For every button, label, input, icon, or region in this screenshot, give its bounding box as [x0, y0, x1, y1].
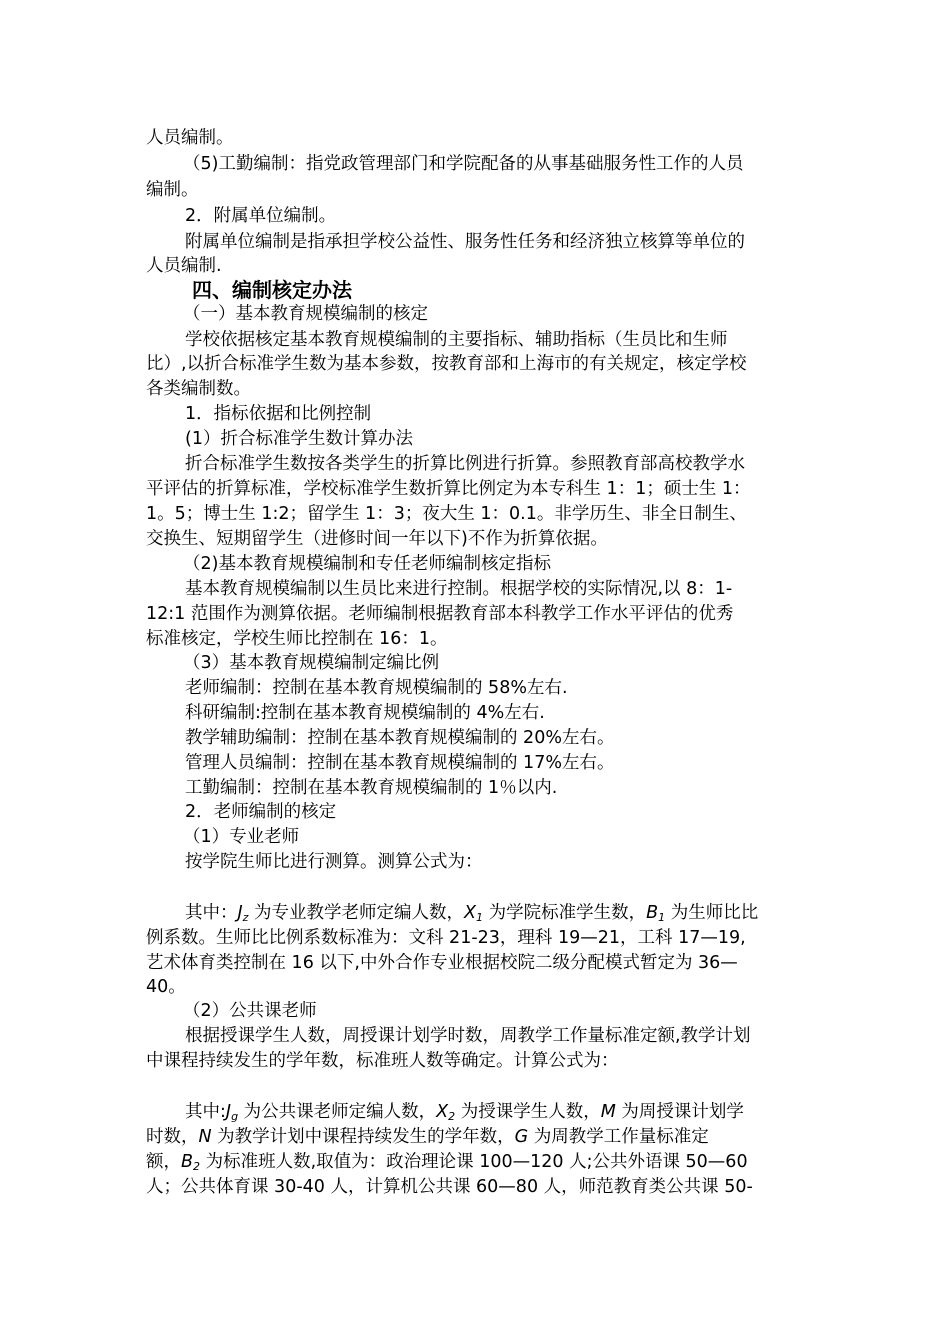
text-line: 科研编制:控制在基本教育规模编制的 4%左右. [185, 703, 545, 723]
math-subscript: z [242, 911, 249, 924]
text-line: 附属单位编制是指承担学校公益性、服务性任务和经济独立核算等单位的 [185, 232, 745, 252]
text-line [146, 1125, 709, 1149]
math-subscript: 1 [658, 911, 666, 924]
text-run: 为标准班人数,取值为：政治理论课 100—120 人;公共外语课 50—60 [205, 1152, 748, 1172]
math-variable: M [600, 1102, 616, 1122]
text-line: 学校依据核定基本教育规模编制的主要指标、辅助指标（生员比和生师 [185, 330, 728, 350]
text-run: 额， [146, 1152, 181, 1172]
text-line: 标准核定，学校生师比控制在 16：1。 [146, 629, 448, 649]
math-variable: G [514, 1127, 529, 1147]
text-line: 1．指标依据和比例控制 [185, 404, 372, 424]
text-line: 例系数。生师比比例系数标准为：文科 21-23，理科 19—21，工科 17—19, [146, 928, 746, 948]
text-line: 2．老师编制的核定 [185, 802, 337, 822]
text-line: 基本教育规模编制以生员比来进行控制。根据学校的实际情况,以 8：1- [185, 579, 733, 599]
text-run: 为专业教学老师定编人数， [254, 903, 465, 923]
subsection-heading: （一）基本教育规模编制的核定 [183, 304, 428, 324]
section-heading: 四、编制核定办法 [192, 278, 352, 302]
text-line: （2）公共课老师 [183, 1001, 317, 1021]
text-line: （5)工勤编制：指党政管理部门和学院配备的从事基础服务性工作的人员 [183, 154, 744, 174]
text-line: 平评估的折算标准，学校标准学生数折算比例定为本专科生 1：1；硕士生 1： [146, 479, 751, 499]
text-line: 工勤编制：控制在基本教育规模编制的 1％以内. [185, 778, 558, 798]
text-line: 折合标准学生数按各类学生的折算比例进行折算。参照教育部高校教学水 [185, 454, 745, 474]
math-subscript: 1 [476, 911, 484, 924]
text-line: 中课程持续发生的学年数，标准班人数等确定。计算公式为： [146, 1051, 619, 1071]
text-line: 编制。 [146, 180, 199, 200]
math-variable: N [198, 1127, 212, 1147]
math-variable: X [436, 1102, 449, 1122]
text-run: 为生师比比 [670, 903, 759, 923]
text-line: 人员编制。 [146, 128, 234, 148]
text-line: 老师编制：控制在基本教育规模编制的 58%左右. [185, 678, 568, 698]
text-line: （3）基本教育规模编制定编比例 [183, 653, 440, 673]
math-variable: J [225, 1102, 232, 1122]
text-line: （2)基本教育规模编制和专任老师编制核定指标 [183, 554, 551, 574]
text-run: 为学院标准学生数， [488, 903, 647, 923]
text-run: 为授课学生人数， [460, 1102, 601, 1122]
text-run: 为周教学工作量标准定 [533, 1127, 709, 1147]
text-line [185, 901, 758, 925]
text-line: 人；公共体育课 30-40 人，计算机公共课 60—80 人，师范教育类公共课 50- [146, 1177, 753, 1197]
text-line: （1）专业老师 [183, 827, 300, 847]
math-subscript: 2 [448, 1110, 456, 1123]
math-variable: J [237, 903, 243, 923]
text-line: (1）折合标准学生数计算办法 [185, 429, 413, 449]
text-run: 为教学计划中课程持续发生的学年数， [217, 1127, 515, 1147]
text-line: 比）,以折合标准学生数为基本参数，按教育部和上海市的有关规定，核定学校 [146, 354, 747, 374]
text-line: 交换生、短期留学生（进修时间一年以下)不作为折算依据。 [146, 529, 608, 549]
text-line [185, 1100, 744, 1124]
text-run: 为周授课计划学 [621, 1102, 744, 1122]
text-line: 各类编制数。 [146, 379, 251, 399]
text-line: 管理人员编制：控制在基本教育规模编制的 17%左右。 [185, 753, 615, 773]
math-variable: B [646, 903, 659, 923]
text-run: 为公共课老师定编人数， [243, 1102, 437, 1122]
text-line: 按学院生师比进行测算。测算公式为： [185, 852, 483, 872]
text-line: 根据授课学生人数，周授课计划学时数，周教学工作量标准定额,教学计划 [185, 1026, 751, 1046]
text-run: 其中: [185, 1102, 226, 1122]
math-variable: B [181, 1152, 194, 1172]
text-line: 12:1 范围作为测算依据。老师编制根据教育部本科教学工作水平评估的优秀 [146, 604, 734, 624]
text-line: 艺术体育类控制在 16 以下,中外合作专业根据校院二级分配模式暂定为 36— [146, 953, 738, 973]
text-line: 人员编制. [146, 256, 222, 276]
text-line: 1。5；博士生 1:2；留学生 1：3；夜大生 1：0.1。非学历生、非全日制生、 [146, 504, 747, 524]
text-run: 时数， [146, 1127, 199, 1147]
text-line: 2．附属单位编制。 [185, 206, 337, 226]
text-line [146, 1150, 748, 1174]
math-subscript: g [231, 1110, 239, 1123]
text-line: 40。 [146, 977, 186, 997]
math-variable: X [464, 903, 477, 923]
math-subscript: 2 [193, 1160, 201, 1173]
text-run: 其中： [185, 903, 238, 923]
text-line: 教学辅助编制：控制在基本教育规模编制的 20%左右。 [185, 728, 615, 748]
